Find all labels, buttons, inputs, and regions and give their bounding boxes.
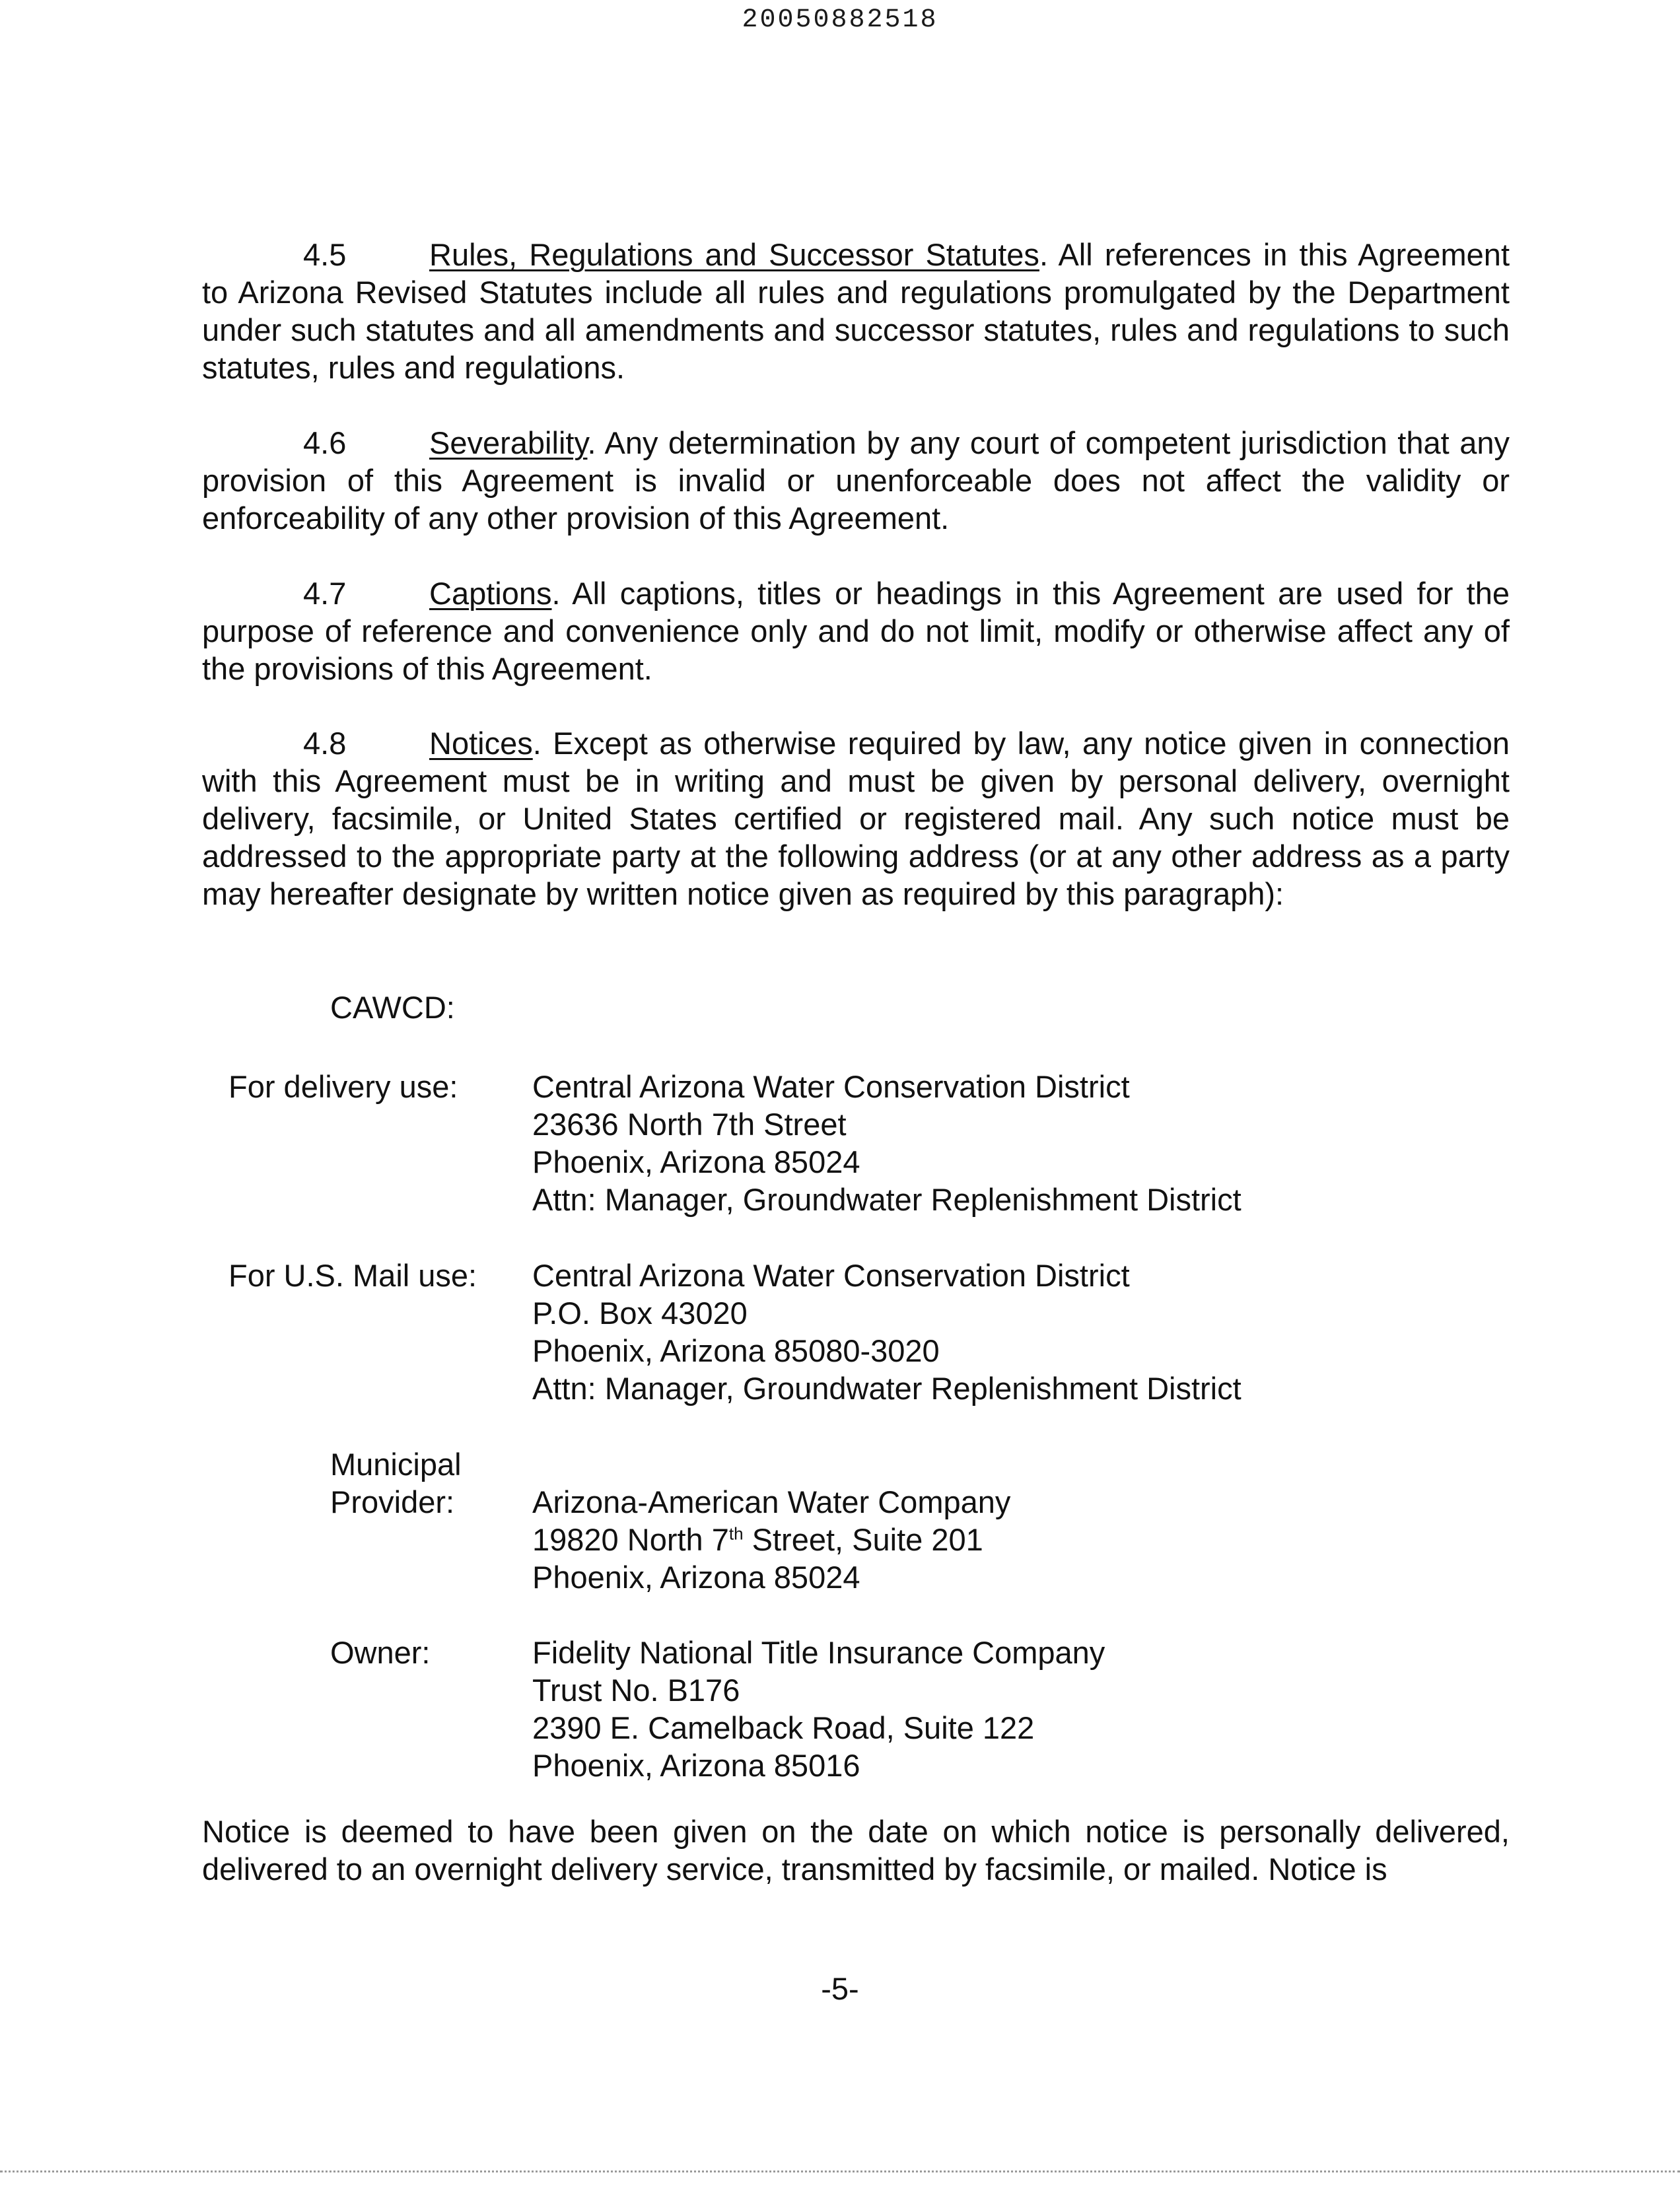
address-line: Trust No. B176 xyxy=(532,1673,740,1708)
document-number: 20050882518 xyxy=(742,5,938,35)
section-heading: Notices xyxy=(429,726,533,761)
mail-address xyxy=(532,1257,1242,1407)
address-line: Attn: Manager, Groundwater Replenishment District xyxy=(532,1182,1242,1217)
notice-closing-paragraph: Notice is deemed to have been given on the date on which notice is personally delivered, delivered to an overnight delivery service, transmitted by facsimile, or mailed. Notice is xyxy=(202,1814,1510,1887)
section-heading: Captions xyxy=(429,576,552,611)
address-line: Phoenix, Arizona 85024 xyxy=(532,1144,860,1179)
ordinal-suffix: th xyxy=(728,1523,744,1544)
page-number: -5- xyxy=(821,1971,859,2006)
mail-label: For U.S. Mail use: xyxy=(228,1258,477,1293)
provider-label-line: Provider: xyxy=(330,1484,455,1519)
owner-address xyxy=(532,1634,1105,1784)
section-number: 4.6 xyxy=(303,425,347,460)
provider-label-line: Municipal xyxy=(330,1447,462,1482)
delivery-address xyxy=(532,1068,1242,1218)
section-4-6 xyxy=(202,424,1510,537)
cawcd-label: CAWCD: xyxy=(330,990,455,1025)
address-line: 23636 North 7th Street xyxy=(532,1107,847,1142)
provider-label xyxy=(330,1445,462,1521)
address-line: Central Arizona Water Conservation District xyxy=(532,1258,1130,1293)
address-line: Phoenix, Arizona 85080-3020 xyxy=(532,1333,940,1368)
delivery-label: For delivery use: xyxy=(228,1069,458,1104)
address-text: 19820 North 7 xyxy=(532,1522,729,1557)
address-line: 2390 E. Camelback Road, Suite 122 xyxy=(532,1710,1035,1745)
address-text: Street, Suite 201 xyxy=(743,1522,983,1557)
address-line: Phoenix, Arizona 85024 xyxy=(532,1560,860,1595)
section-4-7 xyxy=(202,574,1510,687)
address-line: Fidelity National Title Insurance Company xyxy=(532,1635,1105,1670)
section-number: 4.5 xyxy=(303,237,347,272)
section-text: . All references in this Agreement to Arizona Revised Statutes include all rules and regulations promulgated by the Department under such statutes and all amendments and successor statutes, rules and regulations to such statutes, rules and regulations. xyxy=(202,237,1510,385)
section-text: . All captions, titles or headings in this Agreement are used for the purpose of reference and convenience only and do not limit, modify or otherwise affect any of the provisions of this Agreement. xyxy=(202,576,1510,686)
section-text: . Any determination by any court of competent jurisdiction that any provision of this Agreement is invalid or unenforceable does not affect the validity or enforceability of any other provision of this Agreement. xyxy=(202,425,1510,536)
section-heading: Rules, Regulations and Successor Statutes xyxy=(429,237,1039,272)
section-number: 4.7 xyxy=(303,576,347,611)
address-line: Phoenix, Arizona 85016 xyxy=(532,1748,860,1783)
provider-address xyxy=(532,1483,1010,1596)
address-line: Central Arizona Water Conservation District xyxy=(532,1069,1130,1104)
section-4-8 xyxy=(202,724,1510,913)
address-line xyxy=(532,1521,1010,1558)
section-number: 4.8 xyxy=(303,726,347,761)
address-line: P.O. Box 43020 xyxy=(532,1296,748,1331)
address-line: Attn: Manager, Groundwater Replenishment District xyxy=(532,1371,1242,1406)
section-heading: Severability xyxy=(429,425,588,460)
address-line: Arizona-American Water Company xyxy=(532,1484,1011,1519)
owner-label: Owner: xyxy=(330,1635,431,1670)
section-text: . Except as otherwise required by law, any notice given in connection with this Agreement must be in writing and must be given by personal delivery, overnight delivery, facsimile, or United States certified or registered mail. Any such notice must be addressed to the appropriate party at the following address (or at any other address as a party may hereafter designate by written notice given as required by this paragraph): xyxy=(202,726,1510,911)
section-4-5 xyxy=(202,236,1510,386)
scan-edge-line xyxy=(0,2170,1680,2172)
